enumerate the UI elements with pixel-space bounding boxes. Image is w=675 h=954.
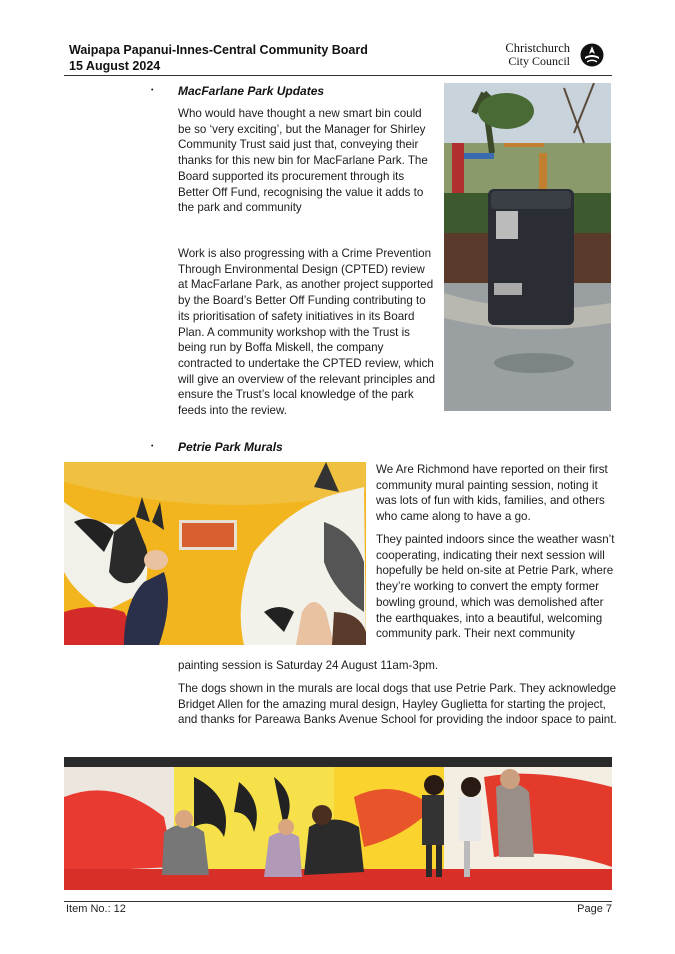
- footer-item-number: Item No.: 12: [66, 903, 126, 915]
- header-title-block: [69, 42, 368, 74]
- petrie-para-2: They painted indoors since the weather wasn’t cooperating, indicating their next session will hopefully be held on-site at Petrie Park, where they’re working to convert the empty former bowling ground, which was demolished after the earthquakes, into a beautiful, welcoming community park. Their next community: [376, 533, 615, 641]
- heading-macfarlane: MacFarlane Park Updates: [178, 84, 325, 98]
- footer-page-number: Page 7: [577, 903, 612, 915]
- heading-petrie: Petrie Park Murals: [178, 440, 283, 454]
- meeting-date: 15 August 2024: [69, 59, 161, 73]
- bullet-macfarlane: •: [151, 87, 154, 94]
- children-painting-mural-photo: [64, 757, 612, 890]
- macfarlane-para-1: Who would have thought a new smart bin could be so ‘very exciting’, but the Manager for Shirley Community Trust said just that, conveying their thanks for this new bin for MacFarlane Park. The Board supported its procurement through its Better Off Fund, recognising the value it adds to the park and community: [178, 107, 428, 215]
- council-logo: [499, 42, 604, 68]
- petrie-para-1: We Are Richmond have reported on their first community mural painting session, noting it was lots of fun with kids, families, and others who came along to have a go.: [376, 463, 608, 524]
- board-name: Waipapa Papanui-Innes-Central Community Board: [69, 43, 368, 57]
- cathedral-logo-icon: [580, 43, 604, 67]
- petrie-para-3: The dogs shown in the murals are local dogs that use Petrie Park. They acknowledge Bridget Allen for the amazing mural design, Hayley Guglietta for starting the project, and thanks for Pareawa Banks Avenue School for providing the indoor space to paint.: [178, 682, 617, 727]
- logo-line1: Christchurch: [505, 41, 570, 55]
- dog-mural-photo: [64, 462, 366, 645]
- logo-line2: City Council: [508, 53, 570, 68]
- bullet-petrie: •: [151, 443, 154, 450]
- petrie-para-2-cont: painting session is Saturday 24 August 11am-3pm.: [178, 659, 439, 672]
- smart-bin-photo: [444, 83, 611, 411]
- footer-divider: [64, 901, 612, 902]
- header-divider: [64, 75, 612, 76]
- macfarlane-para-2: Work is also progressing with a Crime Prevention Through Environmental Design (CPTED) review at MacFarlane Park, as another project supported by the Board’s Better Off Funding contributing to its prioritisation of safety initiatives in its Board Plan. A community workshop with the Trust is being run by Boffa Miskell, the company contracted to undertake the CPTED review, which will give an overview of the relevant principles and ensure the Trust’s local knowledge of the park feeds into the review.: [178, 247, 436, 418]
